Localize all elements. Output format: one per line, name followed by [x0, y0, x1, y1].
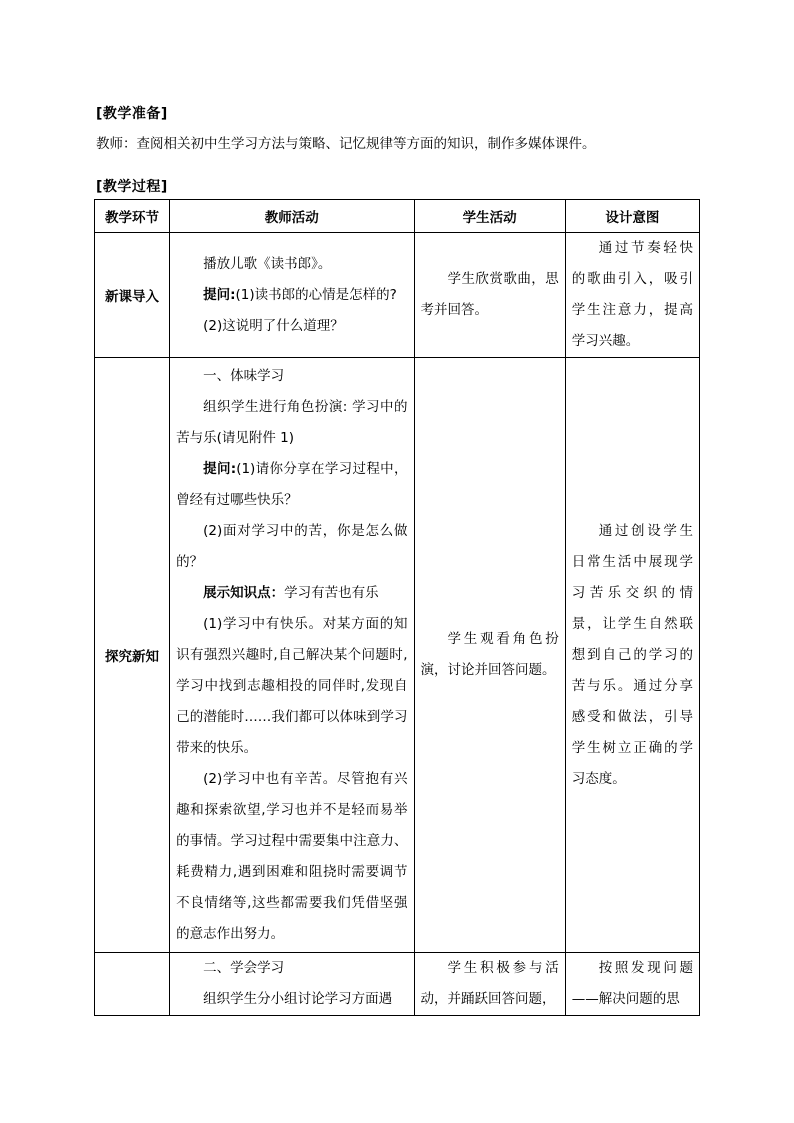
- student-activity-cell: [414, 233, 565, 358]
- stage-cell: 新课导入: [95, 233, 170, 358]
- question-text: (1)读书郎的心情是怎样的?: [235, 286, 397, 303]
- header-intent: 设计意图: [565, 200, 699, 233]
- question-line: (2)面对学习中的苦，你是怎么做的？: [176, 522, 408, 570]
- process-heading: [教学过程]: [96, 179, 168, 195]
- stage-cell: [95, 953, 170, 1016]
- student-activity-cell: [414, 358, 565, 953]
- table-row: [95, 233, 700, 358]
- knowledge-label: 展示知识点：: [203, 584, 285, 601]
- question-line: (2)这说明了什么道理？: [203, 317, 344, 334]
- header-student: 学生活动: [414, 200, 565, 233]
- student-activity-cell: [414, 953, 565, 1016]
- knowledge-text: 学习有苦也有乐: [284, 584, 379, 601]
- question-text: (1)请你分享在学习过程中，曾经有过哪些快乐？: [176, 460, 408, 508]
- question-label: 提问:: [203, 460, 237, 477]
- intent-text: 按照发现问题——解决问题的思: [571, 960, 693, 1007]
- student-text: 学生欣赏歌曲，思考并回答。: [420, 271, 559, 318]
- question-line: [176, 454, 407, 516]
- teacher-line: 组织学生进行角色扮演: 学习中的苦与乐(请见附件 1): [176, 398, 408, 446]
- prep-heading: [教学准备]: [96, 106, 168, 122]
- student-text: 学生积极参与活动，并踊跃回答问题，: [420, 960, 559, 1007]
- teacher-paragraph: (1)学习中有快乐。对某方面的知识有强烈兴趣时,自己解决某个问题时,学习中找到志趣相投的同伴时,发现自己的潜能时……我们都可以体味到学习带来的快乐。: [176, 615, 408, 756]
- teacher-activity-cell: [170, 358, 414, 953]
- question-label: 提问:: [203, 286, 236, 303]
- prep-text: 教师：查阅相关初中生学习方法与策略、记忆规律等方面的知识，制作多媒体课件。: [96, 136, 596, 152]
- teacher-line: 组织学生分小组讨论学习方面遇: [203, 991, 393, 1007]
- teacher-activity-cell: [170, 233, 414, 358]
- teacher-paragraph: (2)学习中也有辛苦。尽管抱有兴趣和探索欲望,学习也并不是轻而易举的事情。学习过程中需要集中注意力、耗费精力,遇到困难和阻挠时需要调节不良情绪等,这些都需要我们凭借坚强的意志作出努力。: [176, 770, 408, 942]
- lesson-process-table: [94, 199, 700, 1016]
- stage-cell: 探究新知: [95, 358, 170, 953]
- teacher-line: 播放儿歌《读书郎》。: [203, 255, 332, 272]
- table-row: [95, 358, 700, 953]
- student-text: 学生观看角色扮演，讨论并回答问题。: [420, 631, 559, 678]
- design-intent-cell: [565, 358, 699, 953]
- table-header-row: [95, 200, 700, 233]
- knowledge-point: [176, 578, 407, 609]
- question-line: [176, 280, 407, 311]
- section-title: 一、体味学习: [203, 367, 285, 384]
- section-title: 二、学会学习: [203, 960, 285, 976]
- design-intent-cell: [565, 953, 699, 1016]
- design-intent-cell: [565, 233, 699, 358]
- intent-text: 通过节奏轻快的歌曲引入，吸引学生注意力，提高学习兴趣。: [571, 240, 693, 349]
- table-row: [95, 953, 700, 1016]
- teacher-activity-cell: [170, 953, 414, 1016]
- intent-text: 通过创设学生日常生活中展现学习苦乐交织的情景，让学生自然联想到自己的学习的苦与乐。通过分享感受和做法，引导学生树立正确的学习态度。: [571, 522, 693, 787]
- header-teacher: 教师活动: [170, 200, 414, 233]
- header-stage: 教学环节: [95, 200, 170, 233]
